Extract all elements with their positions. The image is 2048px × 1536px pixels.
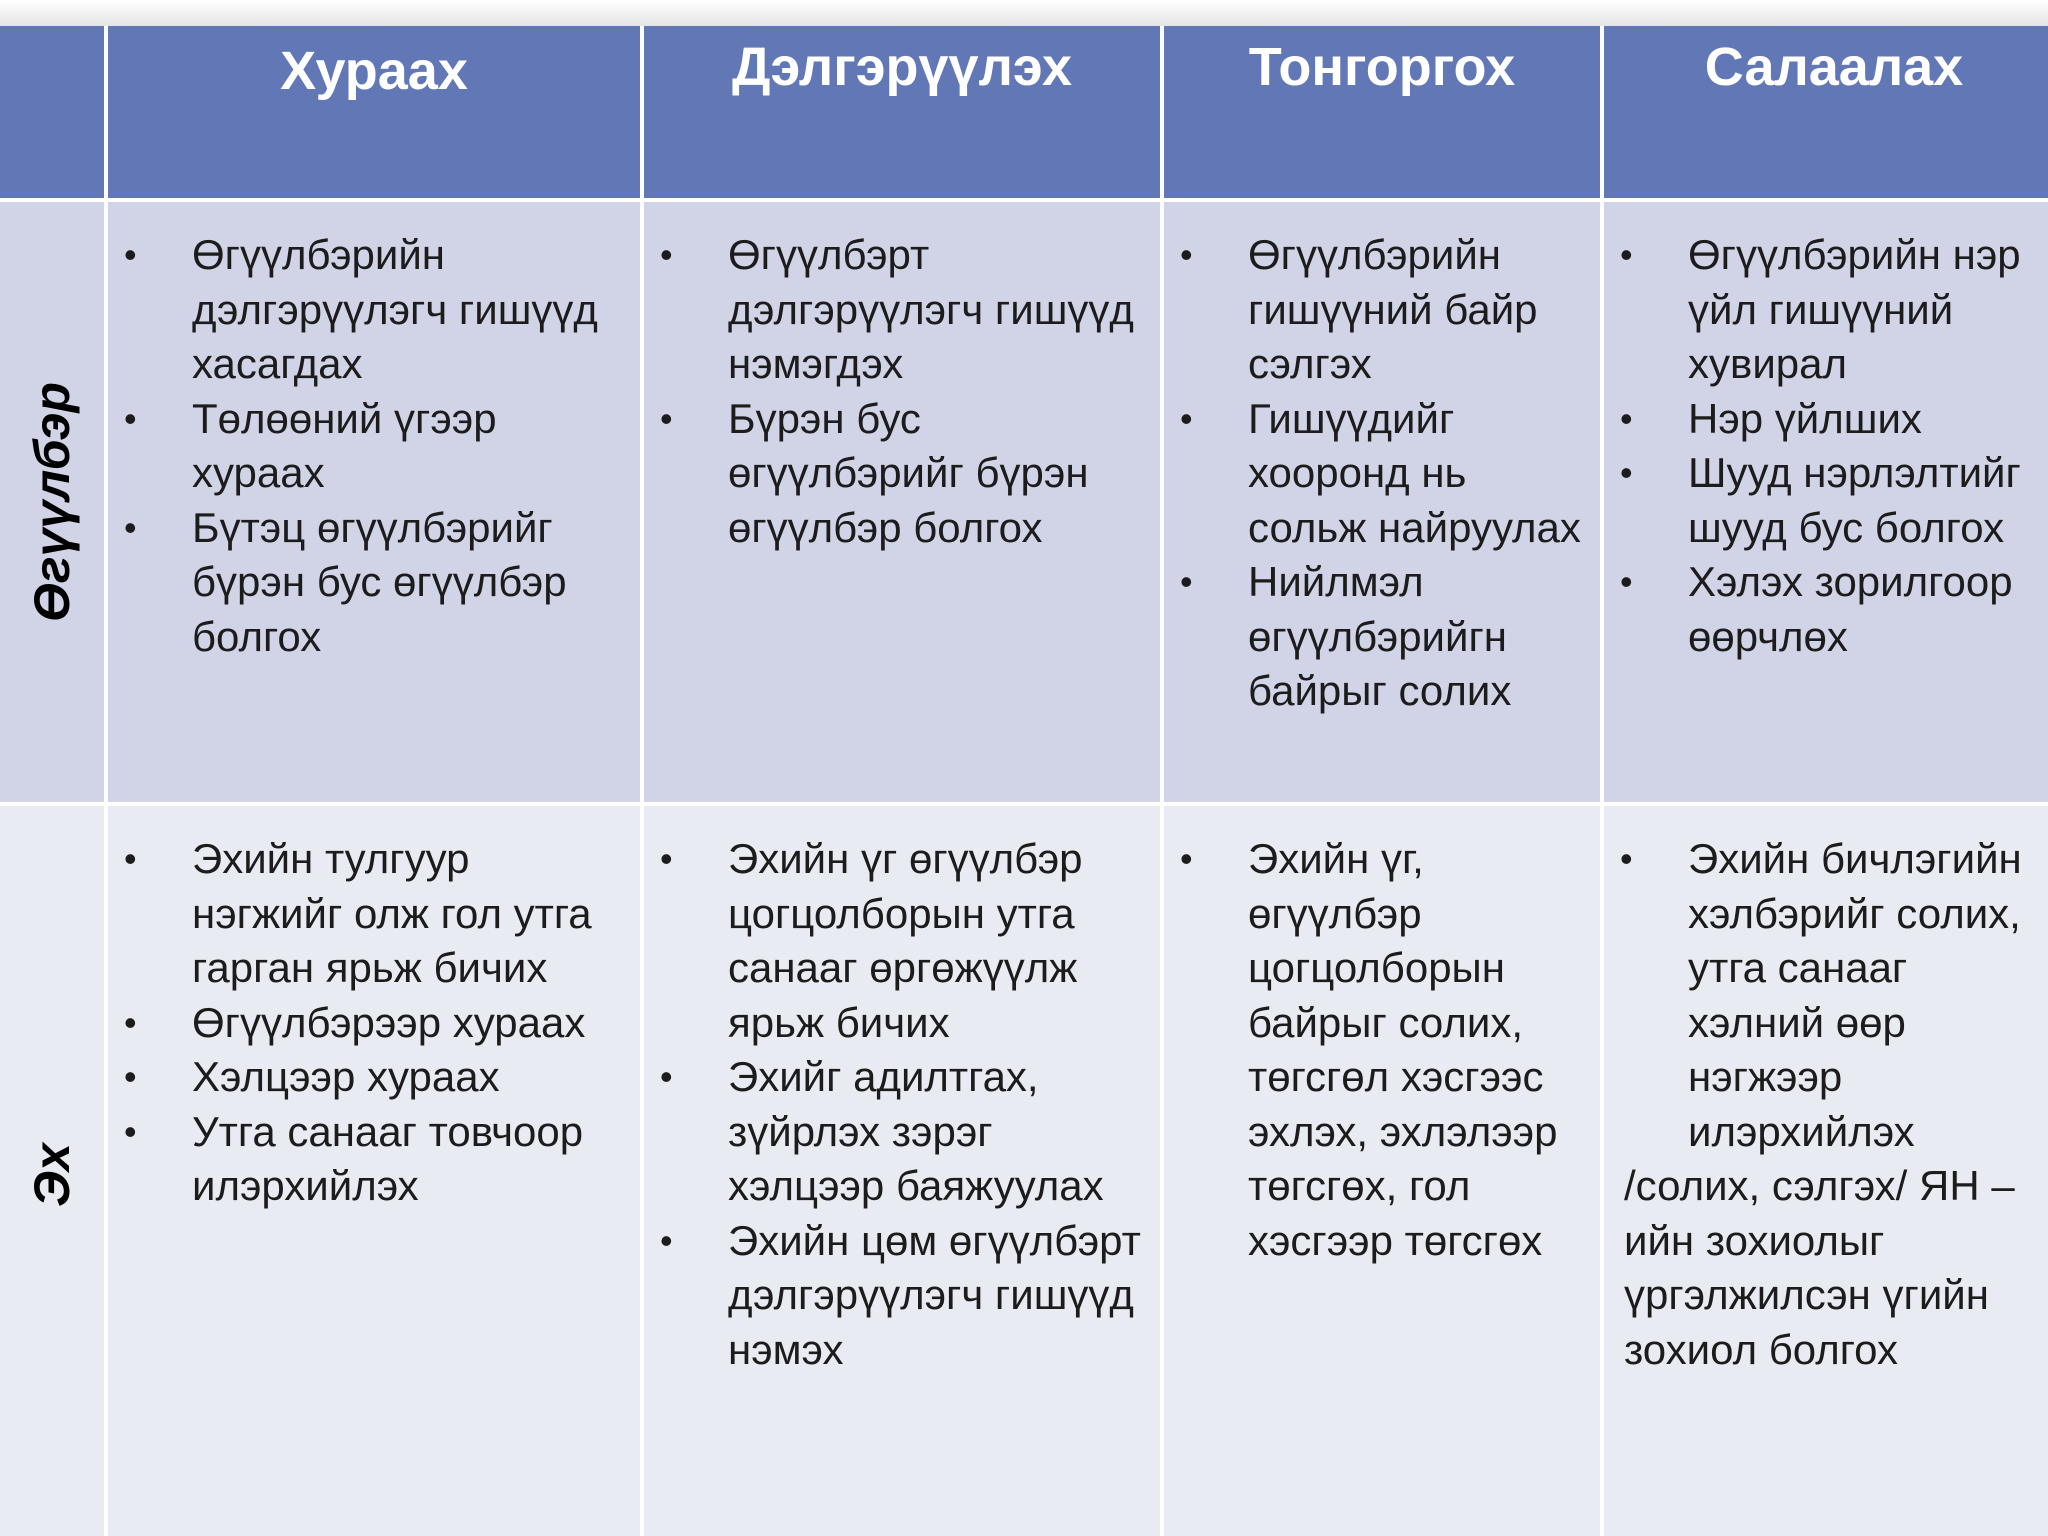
corner-cell (0, 26, 104, 198)
header-cell (644, 26, 1160, 198)
list-item: • Бүрэн бус өгүүлбэрийг бүрэн өгүүлбэр болгох (644, 392, 1150, 556)
table-cell (644, 202, 1160, 802)
list-item: • Төлөөний үгээр хураах (108, 392, 630, 501)
list-item: • Эхийн бичлэгийн хэлбэрийг солих, утга санааг хэлний өөр нэгжээр илэрхийлэх (1604, 832, 2048, 1159)
cell-continuation-text: /солих, сэлгэх/ ЯН –ийн зохиолыг үргэлжилсэн үгийн зохиол болгох (1624, 1162, 2015, 1373)
list-item: • Өгүүлбэрийн гишүүний байр сэлгэх (1164, 228, 1590, 392)
list-item: • Хэлэх зорилгоор өөрчлөх (1604, 555, 2048, 664)
list-item: • Өгүүлбэрт дэлгэрүүлэгч гишүүд нэмэгдэх (644, 228, 1150, 392)
header-cell (1604, 26, 2048, 198)
table-cell (108, 806, 640, 1536)
bullet-list (108, 202, 640, 664)
list-item: • Эхийг адилтгах, зүйрлэх зэрэг хэлцээр баяжуулах (644, 1050, 1150, 1214)
bullet-list (1604, 202, 2048, 664)
bullet-list (644, 806, 1160, 1377)
row-header (0, 202, 104, 802)
list-item: • Бүтэц өгүүлбэрийг бүрэн бус өгүүлбэр болгох (108, 501, 630, 665)
header-label: Дэлгэрүүлэх (731, 37, 1073, 97)
bullet-list (644, 202, 1160, 555)
header-label: Хураах (280, 41, 468, 101)
row-header (0, 806, 104, 1536)
row-label: Өгүүлбэр (24, 381, 81, 623)
list-item: • Утга санааг товчоор илэрхийлэх (108, 1105, 630, 1214)
table-cell (1164, 806, 1600, 1536)
list-item: • Гишүүдийг хооронд нь сольж найруулах (1164, 392, 1590, 556)
list-item: • Хэлцээр хураах (108, 1050, 630, 1105)
table-cell (1164, 202, 1600, 802)
header-cell (108, 26, 640, 198)
list-item: • Эхийн үг, өгүүлбэр цогцолборын байрыг солих, төгсгөл хэсгээс эхлэх, эхлэлээр төгсгөх, гол хэсгээр төгсгөх (1164, 832, 1590, 1268)
list-item: • Эхийн тулгуур нэгжийг олж гол утга гарган ярьж бичих (108, 832, 630, 996)
list-item: • Шууд нэрлэлтийг шууд бус болгох (1604, 446, 2048, 555)
list-item: • Эхийн цөм өгүүлбэрт дэлгэрүүлэгч гишүүд нэмэх (644, 1214, 1150, 1378)
comparison-table (0, 26, 2048, 1536)
bullet-list (108, 806, 640, 1214)
table-cell (1604, 202, 2048, 802)
list-item: • Эхийн үг өгүүлбэр цогцолборын утга санааг өргөжүүлж ярьж бичих (644, 832, 1150, 1050)
list-item: • Нэр үйлших (1604, 392, 2048, 447)
header-cell (1164, 26, 1600, 198)
bullet-list (1604, 806, 2048, 1159)
table-cell (1604, 806, 2048, 1536)
table-cell (108, 202, 640, 802)
list-item: • Өгүүлбэрийн нэр үйл гишүүний хувирал (1604, 228, 2048, 392)
list-item: • Өгүүлбэрээр хураах (108, 996, 630, 1051)
list-item: • Нийлмэл өгүүлбэрийгн байрыг солих (1164, 555, 1590, 719)
bullet-list (1164, 806, 1600, 1268)
bullet-list (1164, 202, 1600, 719)
header-label: Салаалах (1704, 37, 1964, 97)
list-item: • Өгүүлбэрийн дэлгэрүүлэгч гишүүд хасагдах (108, 228, 630, 392)
slide-top-band (0, 0, 2048, 26)
header-label: Тонгоргох (1248, 37, 1516, 97)
row-label: Эх (24, 1143, 80, 1207)
table-cell (644, 806, 1160, 1536)
